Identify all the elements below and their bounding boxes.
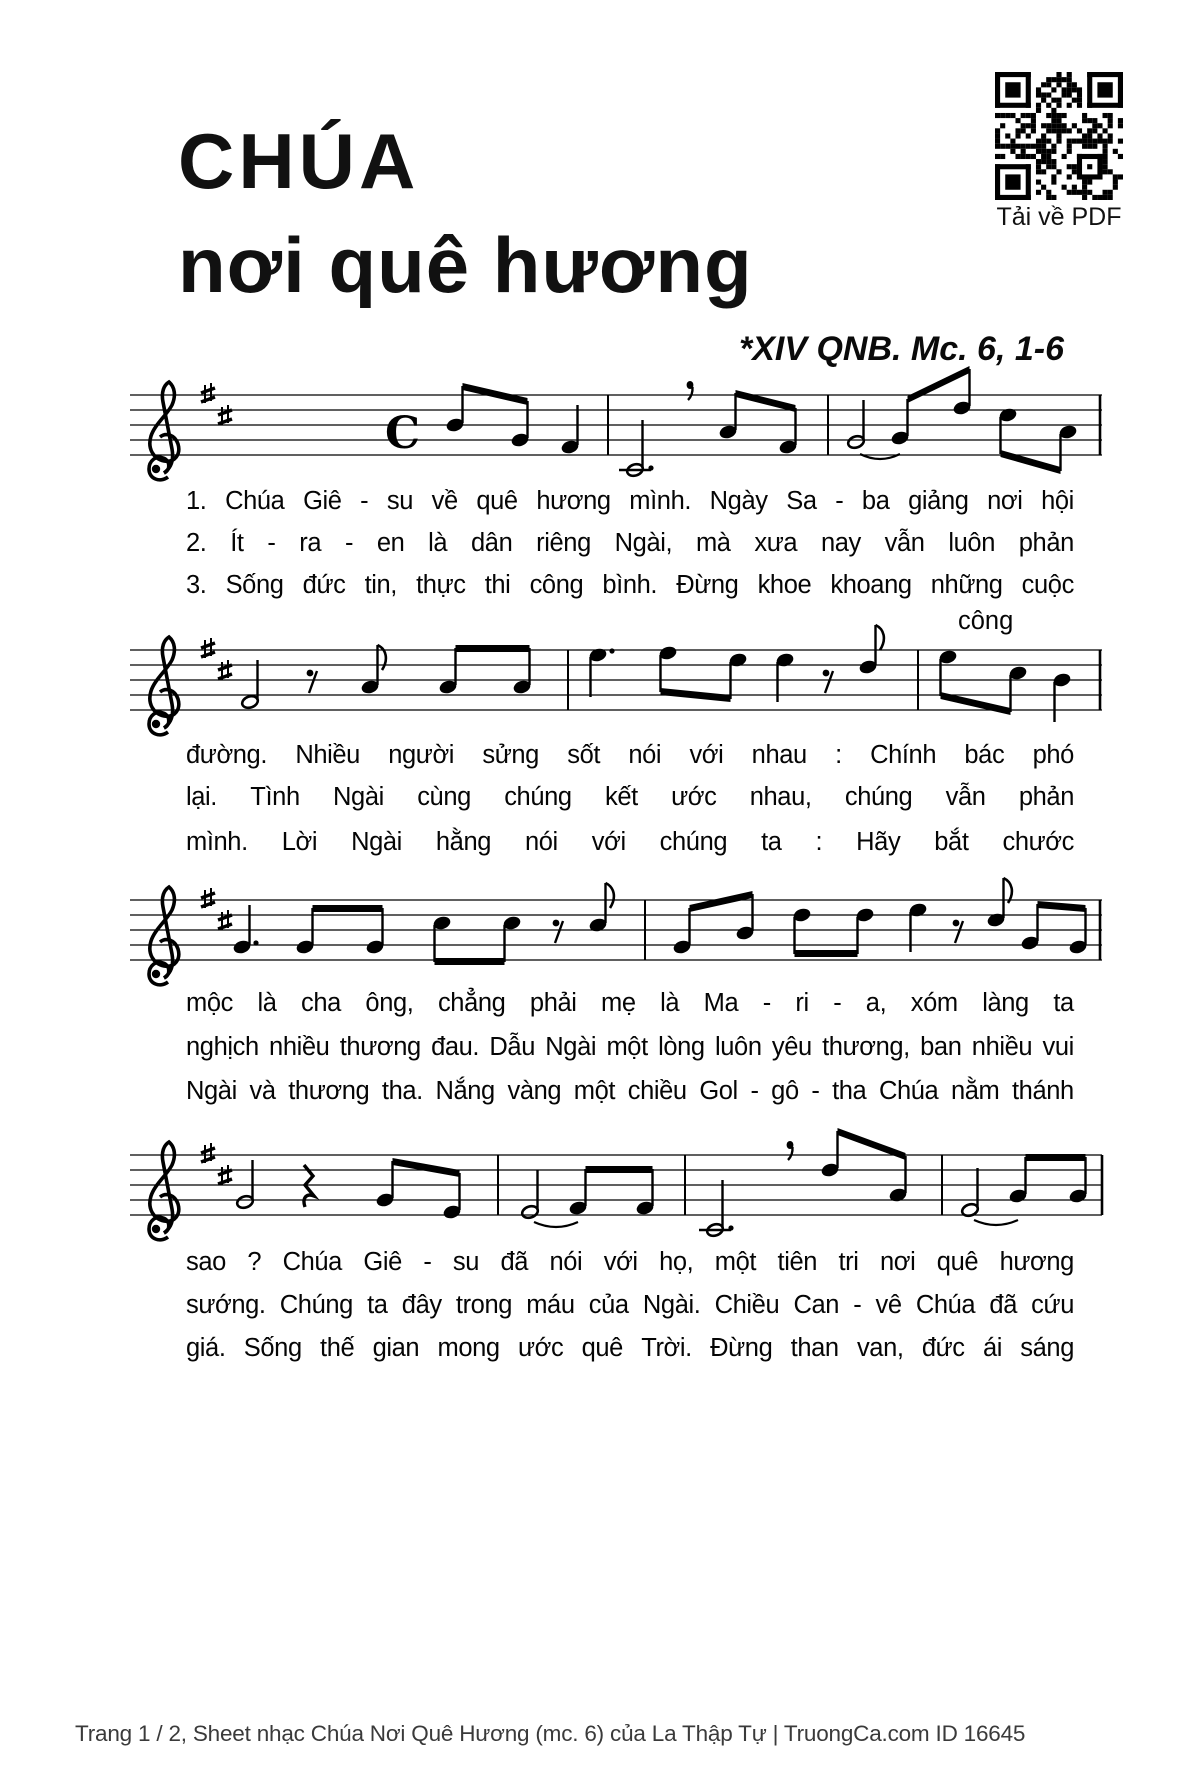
treble-clef-icon — [149, 1142, 179, 1240]
key-signature-sharps-icon — [201, 383, 232, 425]
treble-clef-icon — [149, 887, 179, 985]
lyrics-verse3-line1: 3. Sống đức tin, thực thi công bình. Đừng khoe khoang những cuộc — [186, 571, 1074, 599]
music-staff-3 — [130, 870, 1105, 1000]
lyrics-verse2-line1: 2. Ít - ra - en là dân riêng Ngài, mà xưa nay vẫn luôn phản — [186, 529, 1074, 557]
lyrics-verse2-line2: lại. Tình Ngài cùng chúng kết ước nhau, chúng vẫn phản — [186, 783, 1074, 811]
key-signature-sharps-icon — [201, 888, 232, 930]
song-subtitle: *XIV QNB. Mc. 6, 1-6 — [739, 330, 1064, 368]
qr-caption[interactable]: Tải về PDF — [996, 203, 1122, 231]
lyrics-verse1-line4: sao ? Chúa Giê - su đã nói với họ, một tiên tri nơi quê hương — [186, 1248, 1074, 1276]
song-title-line2: nơi quê hương — [178, 221, 753, 309]
lyrics-verse3-line2: mình. Lời Ngài hằng nói với chúng ta : Hãy bắt chước — [186, 828, 1074, 856]
lyrics-overflow-word: công — [958, 607, 1014, 635]
lyrics-verse2-line4: sướng. Chúng ta đây trong máu của Ngài. Chiều Can - vê Chúa đã cứu — [186, 1291, 1074, 1319]
key-signature-sharps-icon — [201, 1143, 232, 1185]
lyrics-verse3-line3: Ngài và thương tha. Nắng vàng một chiều Gol - gô - tha Chúa nằm thánh — [186, 1077, 1074, 1105]
lyrics-verse3-line4: giá. Sống thế gian mong ước quê Trời. Đừng than van, đức ái sáng — [186, 1334, 1074, 1362]
key-signature-sharps-icon — [201, 638, 232, 680]
music-staff-2 — [130, 620, 1105, 750]
lyrics-verse1-line3: mộc là cha ông, chẳng phải mẹ là Ma - ri - a, xóm làng ta — [186, 989, 1074, 1017]
svg-text:C: C — [385, 408, 421, 459]
song-title-line1: CHÚA — [178, 117, 420, 205]
qr-code[interactable] — [995, 72, 1123, 200]
music-staff-1 — [130, 365, 1105, 495]
lyrics-verse2-line3: nghịch nhiều thương đau. Dẫu Ngài một lòng luôn yêu thương, ban nhiều vui — [186, 1033, 1074, 1061]
lyrics-verse1-line1: 1. Chúa Giê - su về quê hương mình. Ngày Sa - ba giảng nơi hội — [186, 487, 1074, 515]
lyrics-verse1-line2: đường. Nhiều người sửng sốt nói với nhau : Chính bác phó — [186, 741, 1074, 769]
page-footer: Trang 1 / 2, Sheet nhạc Chúa Nơi Quê Hương (mc. 6) của La Thập Tự | TruongCa.com ID 16645 — [75, 1721, 1026, 1746]
treble-clef-icon — [149, 637, 179, 735]
treble-clef-icon — [149, 382, 179, 480]
music-staff-4 — [130, 1125, 1105, 1255]
